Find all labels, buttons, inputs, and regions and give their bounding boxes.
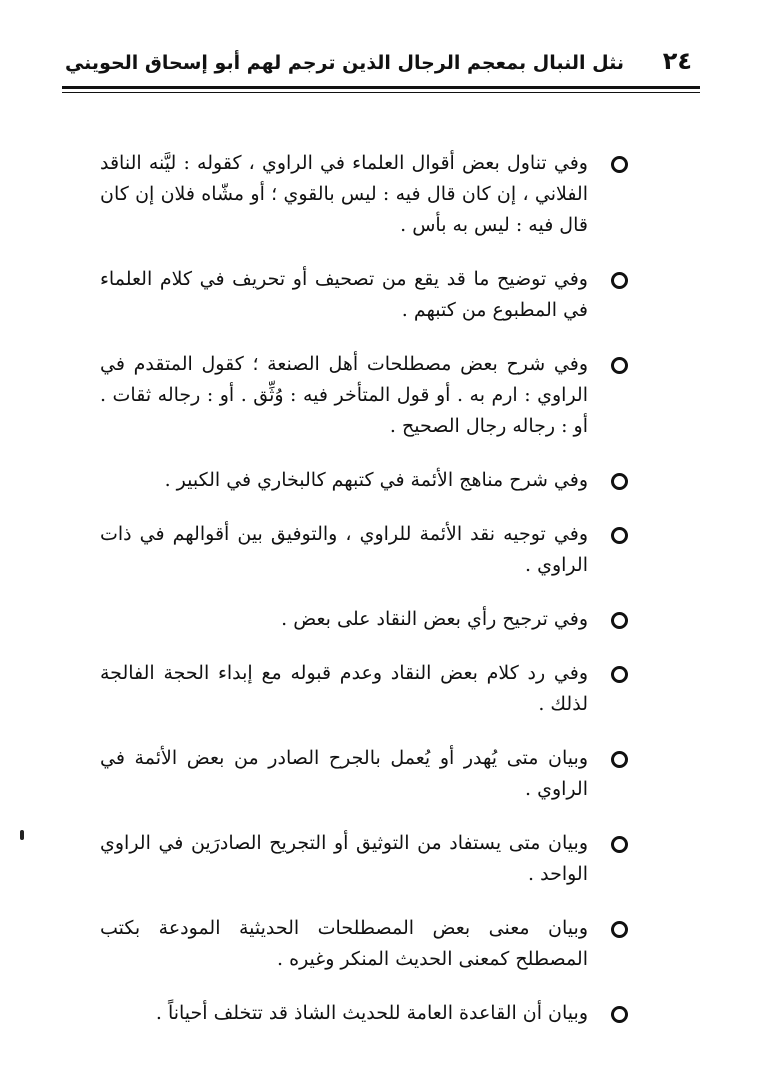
list-item-text: وفي ترجيح رأي بعض النقاد على بعض . [281, 608, 588, 630]
list-item [100, 349, 640, 442]
list-item-text: وبيان متى يستفاد من التوثيق أو التجريح الصادرَين في الراوي الواحد . [100, 832, 588, 885]
circle-bullet-icon [611, 612, 628, 629]
scan-speck [20, 830, 24, 840]
circle-bullet-icon [611, 921, 628, 938]
list-item-text: وفي توجيه نقد الأئمة للراوي ، والتوفيق بين أقوالهم في ذات الراوي . [100, 523, 588, 576]
list-item [100, 519, 640, 581]
circle-bullet-icon [611, 836, 628, 853]
bullet-list [100, 148, 640, 1052]
list-item [100, 998, 640, 1029]
list-item [100, 658, 640, 720]
list-item [100, 604, 640, 635]
list-item-text: وفي شرح مناهج الأئمة في كتبهم كالبخاري في الكبير . [164, 469, 588, 491]
list-item-text: وبيان معنى بعض المصطلحات الحديثية المودعة بكتب المصطلح كمعنى الحديث المنكر وغيره . [100, 917, 588, 970]
list-item-text: وفي توضيح ما قد يقع من تصحيف أو تحريف في كلام العلماء في المطبوع من كتبهم . [100, 268, 588, 321]
list-item [100, 465, 640, 496]
circle-bullet-icon [611, 357, 628, 374]
circle-bullet-icon [611, 156, 628, 173]
circle-bullet-icon [611, 473, 628, 490]
header-title: نثل النبال بمعجم الرجال الذين ترجم لهم أبو إسحاق الحويني [64, 52, 624, 74]
running-header [62, 40, 700, 80]
list-item-text: وفي رد كلام بعض النقاد وعدم قبوله مع إبداء الحجة الفالجة لذلك . [100, 662, 588, 715]
list-item-text: وبيان أن القاعدة العامة للحديث الشاذ قد تتخلف أحياناً . [155, 1002, 588, 1024]
circle-bullet-icon [611, 751, 628, 768]
list-item-text: وبيان متى يُهدر أو يُعمل بالجرح الصادر من بعض الأئمة في الراوي . [100, 747, 588, 800]
list-item [100, 828, 640, 890]
list-item-text: وفي شرح بعض مصطلحات أهل الصنعة ؛ كقول المتقدم في الراوي : ارم به . أو قول المتأخر فيه : وُثِّق . أو : رجاله ثقات . أو : رجاله رجال الصحيح . [100, 353, 588, 437]
list-item [100, 913, 640, 975]
header-rule-thin [62, 92, 700, 93]
list-item [100, 148, 640, 241]
list-item-text: وفي تناول بعض أقوال العلماء في الراوي ، كقوله : ليَّنه الناقد الفلاني ، إن كان قال فيه : ليس بالقوي ؛ أو مشّاه فلان إن كان قال فيه : ليس به بأس . [100, 152, 588, 236]
list-item [100, 743, 640, 805]
circle-bullet-icon [611, 666, 628, 683]
page-number: ٢٤ [662, 47, 692, 75]
list-item [100, 264, 640, 326]
header-rule-thick [62, 86, 700, 89]
circle-bullet-icon [611, 272, 628, 289]
circle-bullet-icon [611, 527, 628, 544]
circle-bullet-icon [611, 1006, 628, 1023]
